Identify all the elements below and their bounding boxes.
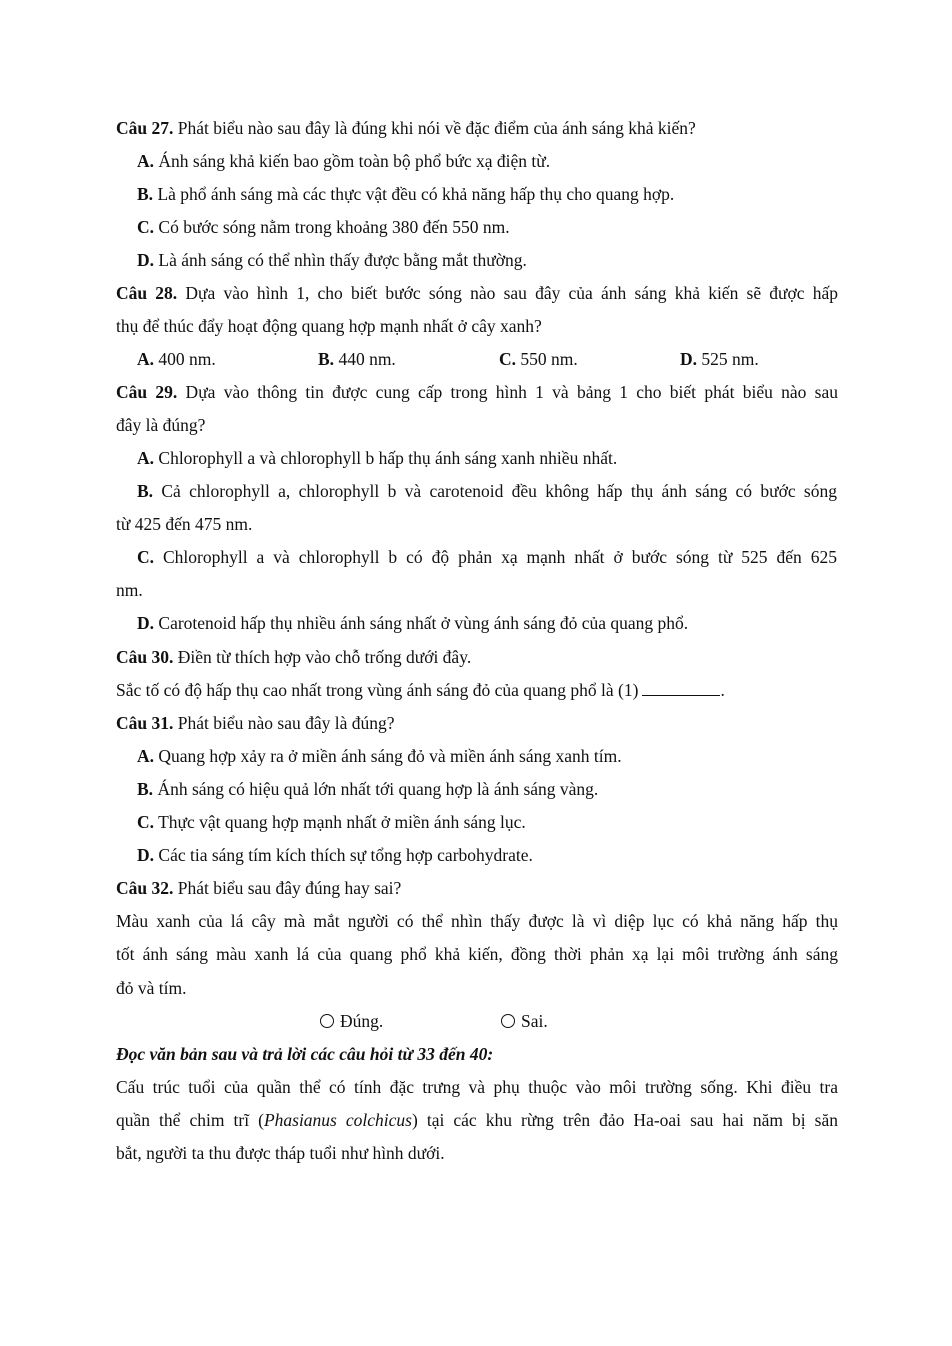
- option-text: Ánh sáng có hiệu quả lớn nhất tới quang hợp là ánh sáng vàng.: [153, 779, 599, 799]
- sentence-end: .: [720, 680, 725, 700]
- q27-option-a: [137, 150, 837, 172]
- option-text: Cả chlorophyll a, chlorophyll b và carotenoid đều không hấp thụ ánh sáng có bước sóng: [153, 481, 837, 501]
- option-text: Chlorophyll a và chlorophyll b hấp thụ ánh sáng xanh nhiều nhất.: [154, 448, 618, 468]
- question-text: Phát biểu nào sau đây là đúng?: [173, 713, 395, 733]
- question-text: Dựa vào hình 1, cho biết bước sóng nào sau đây của ánh sáng khả kiến sẽ được hấp: [177, 283, 838, 303]
- question-label: Câu 28.: [116, 283, 178, 303]
- passage-text: ) tại các khu rừng trên đảo Ha-oai sau hai năm bị săn: [412, 1110, 839, 1130]
- q31-option-b: [137, 778, 837, 800]
- option-letter: D.: [137, 845, 155, 865]
- q28-option-d: [680, 348, 759, 370]
- option-text: 525 nm.: [697, 349, 759, 369]
- option-text: Có bước sóng nằm trong khoảng 380 đến 550 nm.: [154, 217, 510, 237]
- option-text: 550 nm.: [516, 349, 578, 369]
- passage-heading: Đọc văn bản sau và trả lời các câu hỏi từ 33 đến 40:: [116, 1044, 494, 1064]
- question-label: Câu 30.: [116, 647, 174, 667]
- option-text: Là phổ ánh sáng mà các thực vật đều có khả năng hấp thụ cho quang hợp.: [153, 184, 675, 204]
- passage-line2: [116, 1109, 838, 1131]
- question-label: Câu 31.: [116, 713, 174, 733]
- option-text: Ánh sáng khả kiến bao gồm toàn bộ phổ bức xạ điện từ.: [154, 151, 551, 171]
- question-text: Điền từ thích hợp vào chỗ trống dưới đây.: [173, 647, 472, 667]
- option-text: Quang hợp xảy ra ở miền ánh sáng đỏ và miền ánh sáng xanh tím.: [154, 746, 622, 766]
- passage-line3: bắt, người ta thu được tháp tuổi như hình dưới.: [116, 1143, 445, 1163]
- true-label: Đúng.: [340, 1011, 384, 1031]
- radio-circle-icon[interactable]: [320, 1014, 334, 1028]
- q29-option-b-line2: từ 425 đến 475 nm.: [116, 514, 253, 534]
- option-text: 440 nm.: [334, 349, 396, 369]
- question-31-stem: [116, 712, 838, 734]
- question-32-stem: [116, 877, 838, 899]
- question-label: Câu 29.: [116, 382, 178, 402]
- question-label: Câu 27.: [116, 118, 174, 138]
- option-letter: B.: [137, 481, 154, 501]
- species-name: Phasianus colchicus: [263, 1110, 412, 1130]
- q32-statement-line2: tốt ánh sáng màu xanh lá của quang phổ khả kiến, đồng thời phản xạ lại môi trường ánh sáng: [116, 944, 838, 964]
- question-label: Câu 32.: [116, 878, 174, 898]
- fill-sentence: Sắc tố có độ hấp thụ cao nhất trong vùng ánh sáng đỏ của quang phổ là (1): [116, 680, 639, 700]
- option-text: Thực vật quang hợp mạnh nhất ở miền ánh sáng lục.: [154, 812, 526, 832]
- option-letter: C.: [499, 349, 517, 369]
- false-label: Sai.: [521, 1011, 548, 1031]
- passage-text: quần thể chim trĩ (: [116, 1110, 264, 1130]
- question-text: Phát biểu sau đây đúng hay sai?: [173, 878, 402, 898]
- q28-option-b: [318, 348, 396, 370]
- option-letter: D.: [137, 250, 155, 270]
- option-text: Các tia sáng tím kích thích sự tổng hợp carbohydrate.: [154, 845, 533, 865]
- question-29-stem-line1: [116, 381, 838, 403]
- blank-1-input[interactable]: [642, 681, 720, 696]
- question-30-sentence: [116, 679, 838, 701]
- q28-option-a: [137, 348, 216, 370]
- q29-option-b-line1: [137, 480, 837, 502]
- option-letter: C.: [137, 547, 155, 567]
- question-29-stem-line2: đây là đúng?: [116, 415, 206, 435]
- question-text: Dựa vào thông tin được cung cấp trong hình 1 và bảng 1 cho biết phát biểu nào sau: [177, 382, 838, 402]
- option-letter: B.: [137, 184, 154, 204]
- option-letter: B.: [318, 349, 335, 369]
- option-letter: C.: [137, 217, 155, 237]
- q29-option-a: [137, 447, 837, 469]
- option-letter: B.: [137, 779, 154, 799]
- question-text: Phát biểu nào sau đây là đúng khi nói về đặc điểm của ánh sáng khả kiến?: [173, 118, 696, 138]
- false-radio-option[interactable]: [501, 1010, 548, 1032]
- question-28-stem-line1: [116, 282, 838, 304]
- q29-option-d: [137, 612, 837, 634]
- q27-option-c: [137, 216, 837, 238]
- option-letter: A.: [137, 349, 155, 369]
- q29-option-c-line2: nm.: [116, 580, 143, 600]
- option-text: Chlorophyll a và chlorophyll b có độ phản xạ mạnh nhất ở bước sóng từ 525 đến 625: [154, 547, 837, 567]
- q31-option-a: [137, 745, 837, 767]
- option-letter: A.: [137, 151, 155, 171]
- q27-option-b: [137, 183, 837, 205]
- option-letter: D.: [137, 613, 155, 633]
- question-30-stem: [116, 646, 838, 668]
- true-radio-option[interactable]: [320, 1010, 383, 1032]
- question-28-stem-line2: thụ để thúc đẩy hoạt động quang hợp mạnh nhất ở cây xanh?: [116, 316, 542, 336]
- radio-circle-icon[interactable]: [501, 1014, 515, 1028]
- option-letter: C.: [137, 812, 155, 832]
- option-letter: A.: [137, 746, 155, 766]
- option-text: Là ánh sáng có thể nhìn thấy được bằng mắt thường.: [154, 250, 527, 270]
- q31-option-d: [137, 844, 837, 866]
- q32-statement-line3: đỏ và tím.: [116, 978, 187, 998]
- q27-option-d: [137, 249, 837, 271]
- q31-option-c: [137, 811, 837, 833]
- option-letter: D.: [680, 349, 698, 369]
- q29-option-c-line1: [137, 546, 837, 568]
- q32-statement-line1: Màu xanh của lá cây mà mắt người có thể nhìn thấy được là vì diệp lục có khả năng hấp thụ: [116, 911, 838, 931]
- q28-option-c: [499, 348, 578, 370]
- option-letter: A.: [137, 448, 155, 468]
- option-text: Carotenoid hấp thụ nhiều ánh sáng nhất ở vùng ánh sáng đỏ của quang phổ.: [154, 613, 689, 633]
- option-text: 400 nm.: [154, 349, 216, 369]
- passage-line1: Cấu trúc tuổi của quần thể có tính đặc trưng và phụ thuộc vào môi trường sống. Khi điều tra: [116, 1077, 838, 1097]
- question-27-stem: [116, 117, 838, 139]
